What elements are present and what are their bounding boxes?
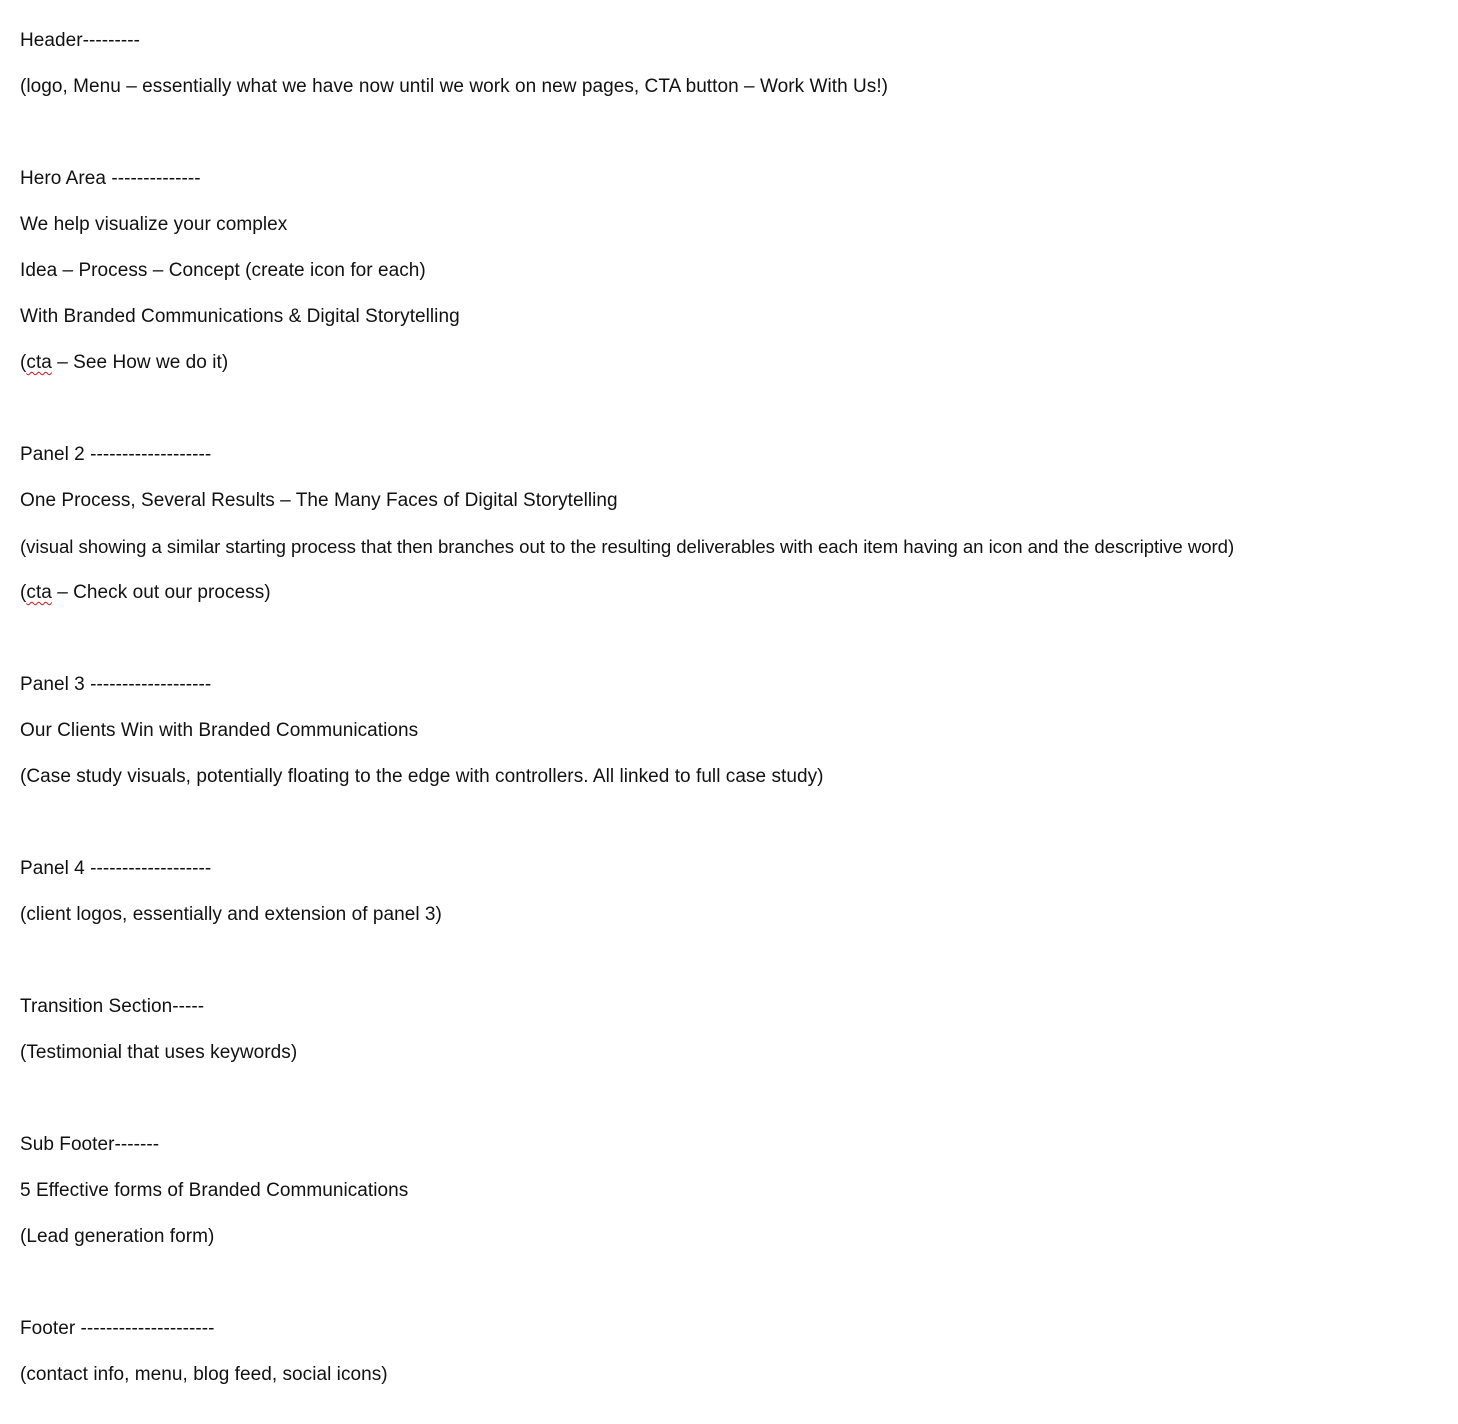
paragraph: (client logos, essentially and extension of panel 3) [20,904,442,925]
paragraph: (visual showing a similar starting process that then branches out to the resulting deliverables with each item having an icon and the descriptive word) [20,536,1235,557]
section-heading-panel-2: Panel 2 ------------------- [20,444,212,465]
paren: ( [20,352,27,373]
section-heading-header: Header--------- [20,30,141,51]
paragraph: (Case study visuals, potentially floating to the edge with controllers. All linked to full case study) [20,766,824,787]
section-heading-panel-3: Panel 3 ------------------- [20,674,212,695]
misspelled-word: cta [26,352,52,373]
paragraph: 5 Effective forms of Branded Communications [20,1180,409,1201]
paragraph: One Process, Several Results – The Many Faces of Digital Storytelling [20,490,618,511]
section-heading-transition-section: Transition Section----- [20,996,205,1017]
paragraph: We help visualize your complex [20,214,288,235]
paragraph: Idea – Process – Concept (create icon for each) [20,260,426,281]
paragraph: (Lead generation form) [20,1226,215,1247]
paragraph-rest: – Check out our process) [51,582,271,603]
paragraph: Our Clients Win with Branded Communications [20,720,419,741]
paren: ( [20,582,27,603]
paragraph: (logo, Menu – essentially what we have now until we work on new pages, CTA button – Work With Us!) [20,76,889,97]
misspelled-word: cta [26,582,52,603]
section-heading-hero-area: Hero Area -------------- [20,168,201,189]
paragraph [20,351,228,375]
section-heading-sub-footer: Sub Footer------- [20,1134,160,1155]
section-heading-panel-4: Panel 4 ------------------- [20,858,212,879]
paragraph [20,581,271,605]
paragraph: (contact info, menu, blog feed, social icons) [20,1364,388,1385]
paragraph: With Branded Communications & Digital Storytelling [20,306,460,327]
section-heading-footer: Footer --------------------- [20,1318,215,1339]
paragraph-rest: – See How we do it) [51,352,229,373]
paragraph: (Testimonial that uses keywords) [20,1042,298,1063]
